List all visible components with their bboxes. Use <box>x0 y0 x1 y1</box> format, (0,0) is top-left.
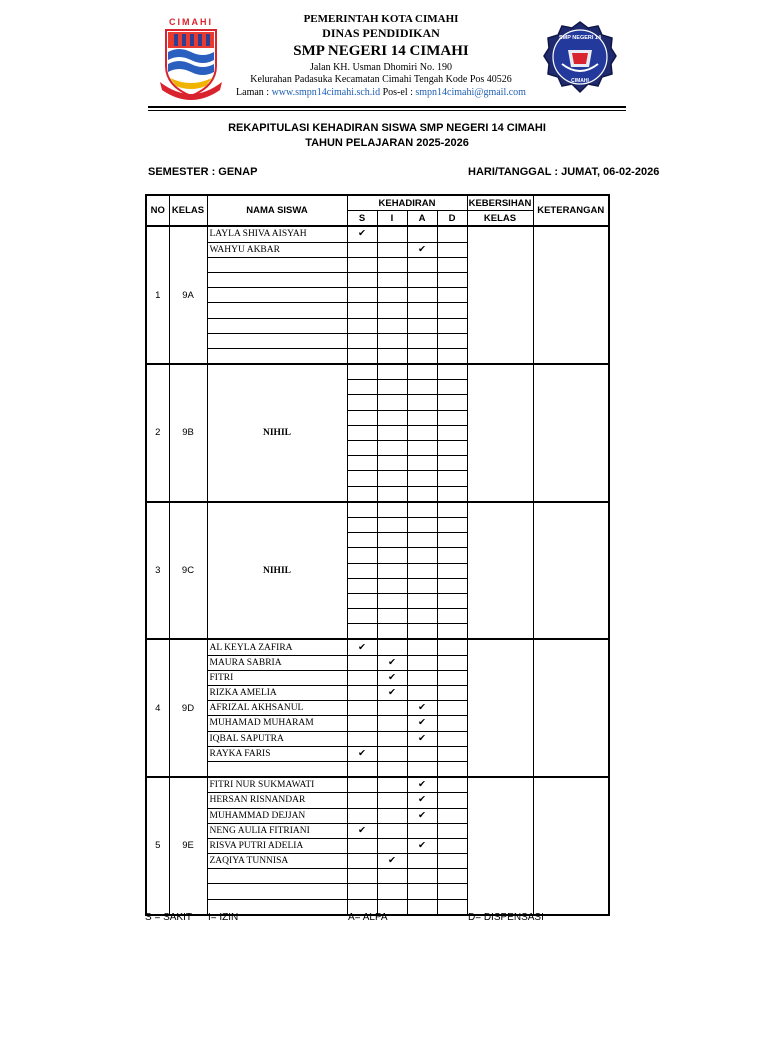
attendance-s-cell <box>347 410 377 425</box>
attendance-s-cell <box>347 486 377 502</box>
attendance-d-cell <box>437 838 467 853</box>
school-contacts <box>228 87 534 100</box>
attendance-s-cell <box>347 884 377 899</box>
header-kelas-2: KELAS <box>467 211 533 227</box>
header-i: I <box>377 211 407 227</box>
attendance-d-cell <box>437 318 467 333</box>
attendance-d-cell <box>437 502 467 518</box>
attendance-d-cell <box>437 471 467 486</box>
school-emblem <box>542 20 618 96</box>
attendance-s-cell <box>347 593 377 608</box>
attendance-s-cell <box>347 869 377 884</box>
class-name: 9E <box>169 777 207 915</box>
student-name <box>207 288 347 303</box>
attendance-a-cell <box>407 884 437 899</box>
student-name: LAYLA SHIVA AISYAH <box>207 226 347 242</box>
attendance-i-cell <box>377 777 407 793</box>
header-keterangan: KETERANGAN <box>533 195 609 226</box>
school-address: Jalan KH. Usman Dhomiri No. 190 <box>310 61 452 73</box>
attendance-i-cell <box>377 869 407 884</box>
attendance-i-cell <box>377 823 407 838</box>
attendance-s-cell <box>347 777 377 793</box>
cleanliness-cell <box>467 502 533 640</box>
attendance-s-cell <box>347 471 377 486</box>
attendance-d-cell <box>437 364 467 380</box>
attendance-d-cell <box>437 746 467 761</box>
student-name: RISVA PUTRI ADELIA <box>207 838 347 853</box>
attendance-d-cell <box>437 578 467 593</box>
student-name: NENG AULIA FITRIANI <box>207 823 347 838</box>
notes-cell <box>533 639 609 777</box>
attendance-a-cell <box>407 854 437 869</box>
attendance-s-cell: ✔ <box>347 746 377 761</box>
attendance-d-cell <box>437 761 467 777</box>
attendance-d-cell <box>437 899 467 915</box>
attendance-a-cell <box>407 593 437 608</box>
attendance-a-cell <box>407 486 437 502</box>
attendance-d-cell <box>437 533 467 548</box>
student-name <box>207 761 347 777</box>
student-name <box>207 348 347 364</box>
attendance-d-cell <box>437 609 467 624</box>
attendance-a-cell <box>407 318 437 333</box>
attendance-d-cell <box>437 410 467 425</box>
attendance-s-cell <box>347 686 377 701</box>
attendance-d-cell <box>437 257 467 272</box>
report-year: TAHUN PELAJARAN 2025-2026 <box>305 137 469 149</box>
student-name <box>207 869 347 884</box>
attendance-a-cell <box>407 380 437 395</box>
attendance-a-cell <box>407 257 437 272</box>
attendance-s-cell <box>347 517 377 532</box>
attendance-s-cell <box>347 609 377 624</box>
emblem-subtext: CIMAHI <box>571 78 589 84</box>
row-number: 4 <box>146 639 169 777</box>
attendance-d-cell <box>437 639 467 655</box>
attendance-a-cell: ✔ <box>407 701 437 716</box>
government-name: PEMERINTAH KOTA CIMAHI <box>303 13 459 25</box>
attendance-d-cell <box>437 333 467 348</box>
attendance-s-cell <box>347 854 377 869</box>
row-number: 2 <box>146 364 169 502</box>
attendance-i-cell <box>377 226 407 242</box>
class-name: 9C <box>169 502 207 640</box>
attendance-s-cell: ✔ <box>347 823 377 838</box>
attendance-i-cell <box>377 348 407 364</box>
attendance-d-cell <box>437 425 467 440</box>
cleanliness-cell <box>467 226 533 364</box>
attendance-d-cell <box>437 242 467 257</box>
student-name <box>207 257 347 272</box>
class-name: 9B <box>169 364 207 502</box>
attendance-d-cell <box>437 716 467 731</box>
student-name: ZAQIYA TUNNISA <box>207 854 347 869</box>
attendance-a-cell <box>407 533 437 548</box>
attendance-i-cell <box>377 578 407 593</box>
attendance-a-cell <box>407 899 437 915</box>
row-number: 1 <box>146 226 169 364</box>
attendance-d-cell <box>437 395 467 410</box>
attendance-i-cell <box>377 395 407 410</box>
legend-sakit: S = SAKIT <box>145 912 192 923</box>
attendance-s-cell <box>347 257 377 272</box>
attendance-s-cell <box>347 318 377 333</box>
attendance-i-cell <box>377 548 407 563</box>
attendance-s-cell <box>347 701 377 716</box>
attendance-d-cell <box>437 517 467 532</box>
department-name: DINAS PENDIDIKAN <box>322 26 440 41</box>
attendance-s-cell <box>347 364 377 380</box>
attendance-s-cell <box>347 563 377 578</box>
attendance-s-cell <box>347 655 377 670</box>
email-label: Pos-el : <box>380 87 416 99</box>
attendance-d-cell <box>437 686 467 701</box>
date-label: HARI/TANGGAL : JUMAT, 06-02-2026 <box>468 166 660 178</box>
attendance-i-cell <box>377 639 407 655</box>
semester-label: SEMESTER : GENAP <box>148 166 258 178</box>
attendance-s-cell: ✔ <box>347 639 377 655</box>
attendance-d-cell <box>437 808 467 823</box>
legend-izin: I= IZIN <box>208 912 239 923</box>
attendance-d-cell <box>437 854 467 869</box>
attendance-s-cell <box>347 441 377 456</box>
cleanliness-cell <box>467 777 533 915</box>
attendance-d-cell <box>437 548 467 563</box>
website-link[interactable]: www.smpn14cimahi.sch.id <box>271 87 381 99</box>
attendance-a-cell <box>407 670 437 685</box>
attendance-i-cell <box>377 761 407 777</box>
attendance-s-cell <box>347 548 377 563</box>
attendance-i-cell <box>377 517 407 532</box>
attendance-a-cell <box>407 288 437 303</box>
header-s: S <box>347 211 377 227</box>
letterhead <box>148 8 626 106</box>
attendance-i-cell <box>377 257 407 272</box>
attendance-d-cell <box>437 380 467 395</box>
student-name: RIZKA AMELIA <box>207 686 347 701</box>
attendance-a-cell <box>407 303 437 318</box>
attendance-d-cell <box>437 486 467 502</box>
attendance-d-cell <box>437 226 467 242</box>
attendance-table <box>145 194 610 916</box>
attendance-a-cell <box>407 348 437 364</box>
attendance-d-cell <box>437 777 467 793</box>
attendance-i-cell <box>377 609 407 624</box>
attendance-i-cell <box>377 731 407 746</box>
attendance-s-cell <box>347 303 377 318</box>
notes-cell <box>533 364 609 502</box>
attendance-s-cell <box>347 838 377 853</box>
attendance-a-cell: ✔ <box>407 777 437 793</box>
attendance-a-cell <box>407 624 437 640</box>
attendance-a-cell <box>407 686 437 701</box>
attendance-i-cell <box>377 318 407 333</box>
attendance-s-cell <box>347 624 377 640</box>
attendance-i-cell <box>377 425 407 440</box>
attendance-i-cell <box>377 838 407 853</box>
attendance-s-cell <box>347 578 377 593</box>
attendance-a-cell <box>407 578 437 593</box>
report-title: REKAPITULASI KEHADIRAN SISWA SMP NEGERI 14 CIMAHI <box>228 122 546 134</box>
student-name: WAHYU AKBAR <box>207 242 347 257</box>
attendance-d-cell <box>437 272 467 287</box>
attendance-i-cell <box>377 410 407 425</box>
attendance-a-cell <box>407 548 437 563</box>
attendance-d-cell <box>437 655 467 670</box>
attendance-a-cell <box>407 425 437 440</box>
attendance-s-cell: ✔ <box>347 226 377 242</box>
student-name: HERSAN RISNANDAR <box>207 793 347 808</box>
school-name: SMP NEGERI 14 CIMAHI <box>293 43 469 60</box>
header-kebersihan: KEBERSIHAN <box>467 195 533 211</box>
attendance-d-cell <box>437 884 467 899</box>
attendance-d-cell <box>437 624 467 640</box>
attendance-a-cell <box>407 517 437 532</box>
attendance-i-cell: ✔ <box>377 854 407 869</box>
cleanliness-cell <box>467 364 533 502</box>
attendance-d-cell <box>437 288 467 303</box>
attendance-s-cell <box>347 425 377 440</box>
header-nama: NAMA SISWA <box>207 195 347 226</box>
attendance-d-cell <box>437 869 467 884</box>
header-d: D <box>437 211 467 227</box>
attendance-d-cell <box>437 303 467 318</box>
student-name: MAURA SABRIA <box>207 655 347 670</box>
attendance-a-cell <box>407 639 437 655</box>
row-number: 5 <box>146 777 169 915</box>
email-link[interactable]: smpn14cimahi@gmail.com <box>415 87 526 99</box>
attendance-d-cell <box>437 731 467 746</box>
attendance-s-cell <box>347 288 377 303</box>
table-row <box>146 226 609 242</box>
attendance-i-cell <box>377 486 407 502</box>
row-number: 3 <box>146 502 169 640</box>
attendance-a-cell: ✔ <box>407 716 437 731</box>
attendance-s-cell <box>347 395 377 410</box>
student-name <box>207 272 347 287</box>
header-kelas: KELAS <box>169 195 207 226</box>
attendance-a-cell <box>407 563 437 578</box>
attendance-i-cell <box>377 746 407 761</box>
attendance-i-cell <box>377 716 407 731</box>
attendance-i-cell <box>377 288 407 303</box>
attendance-a-cell: ✔ <box>407 808 437 823</box>
attendance-i-cell <box>377 441 407 456</box>
attendance-a-cell <box>407 410 437 425</box>
cleanliness-cell <box>467 639 533 777</box>
attendance-a-cell: ✔ <box>407 731 437 746</box>
attendance-s-cell <box>347 456 377 471</box>
attendance-a-cell <box>407 395 437 410</box>
header-a: A <box>407 211 437 227</box>
letterhead-divider-thin <box>148 110 626 111</box>
student-name: FITRI <box>207 670 347 685</box>
attendance-i-cell <box>377 380 407 395</box>
emblem-text: SMP NEGERI 14 <box>558 35 602 41</box>
website-label: Laman : <box>236 87 272 99</box>
attendance-s-cell <box>347 793 377 808</box>
attendance-a-cell <box>407 272 437 287</box>
attendance-a-cell <box>407 456 437 471</box>
notes-cell <box>533 777 609 915</box>
student-name <box>207 884 347 899</box>
attendance-a-cell <box>407 441 437 456</box>
header-no: NO <box>146 195 169 226</box>
student-name: IQBAL SAPUTRA <box>207 731 347 746</box>
attendance-a-cell <box>407 364 437 380</box>
attendance-i-cell <box>377 884 407 899</box>
attendance-i-cell <box>377 456 407 471</box>
attendance-a-cell <box>407 471 437 486</box>
attendance-i-cell <box>377 624 407 640</box>
attendance-s-cell <box>347 380 377 395</box>
nihil-label: NIHIL <box>207 502 347 640</box>
attendance-s-cell <box>347 333 377 348</box>
header-kehadiran: KEHADIRAN <box>347 195 467 211</box>
notes-cell <box>533 226 609 364</box>
cimahi-city-logo <box>156 16 226 102</box>
student-name <box>207 333 347 348</box>
attendance-s-cell <box>347 731 377 746</box>
attendance-i-cell <box>377 533 407 548</box>
student-name: AFRIZAL AKHSANUL <box>207 701 347 716</box>
letterhead-divider-thick <box>148 106 626 108</box>
attendance-s-cell <box>347 533 377 548</box>
attendance-s-cell <box>347 272 377 287</box>
student-name <box>207 318 347 333</box>
attendance-i-cell: ✔ <box>377 670 407 685</box>
attendance-a-cell <box>407 333 437 348</box>
attendance-a-cell <box>407 609 437 624</box>
attendance-d-cell <box>437 441 467 456</box>
attendance-a-cell: ✔ <box>407 793 437 808</box>
class-name: 9A <box>169 226 207 364</box>
nihil-label: NIHIL <box>207 364 347 502</box>
attendance-s-cell <box>347 670 377 685</box>
table-row <box>146 777 609 793</box>
attendance-i-cell <box>377 272 407 287</box>
attendance-s-cell <box>347 502 377 518</box>
attendance-a-cell <box>407 226 437 242</box>
student-name: MUHAMMAD DEJJAN <box>207 808 347 823</box>
attendance-a-cell: ✔ <box>407 242 437 257</box>
attendance-s-cell <box>347 808 377 823</box>
attendance-d-cell <box>437 670 467 685</box>
attendance-a-cell <box>407 746 437 761</box>
attendance-i-cell <box>377 303 407 318</box>
attendance-d-cell <box>437 563 467 578</box>
attendance-i-cell <box>377 701 407 716</box>
attendance-i-cell <box>377 471 407 486</box>
attendance-d-cell <box>437 823 467 838</box>
student-name: RAYKA FARIS <box>207 746 347 761</box>
attendance-a-cell <box>407 869 437 884</box>
student-name: FITRI NUR SUKMAWATI <box>207 777 347 793</box>
attendance-s-cell <box>347 348 377 364</box>
table-row <box>146 639 609 655</box>
attendance-a-cell: ✔ <box>407 838 437 853</box>
student-name: MUHAMAD MUHARAM <box>207 716 347 731</box>
attendance-i-cell <box>377 808 407 823</box>
attendance-a-cell <box>407 823 437 838</box>
attendance-d-cell <box>437 793 467 808</box>
legend-dispensasi: D= DISPENSASI <box>468 912 544 923</box>
attendance-i-cell: ✔ <box>377 655 407 670</box>
attendance-d-cell <box>437 593 467 608</box>
attendance-i-cell <box>377 563 407 578</box>
class-name: 9D <box>169 639 207 777</box>
attendance-a-cell <box>407 502 437 518</box>
table-row <box>146 502 609 518</box>
student-name <box>207 303 347 318</box>
attendance-i-cell <box>377 364 407 380</box>
attendance-d-cell <box>437 348 467 364</box>
legend-alpa: A= ALPA <box>348 912 388 923</box>
attendance-i-cell <box>377 593 407 608</box>
cimahi-logo-text: CIMAHI <box>169 17 213 27</box>
attendance-s-cell <box>347 242 377 257</box>
attendance-d-cell <box>437 456 467 471</box>
attendance-i-cell <box>377 333 407 348</box>
attendance-i-cell <box>377 502 407 518</box>
attendance-i-cell <box>377 242 407 257</box>
attendance-i-cell: ✔ <box>377 686 407 701</box>
table-row <box>146 364 609 380</box>
attendance-i-cell <box>377 793 407 808</box>
attendance-s-cell <box>347 716 377 731</box>
notes-cell <box>533 502 609 640</box>
attendance-a-cell <box>407 761 437 777</box>
attendance-a-cell <box>407 655 437 670</box>
letterhead-text <box>228 12 534 100</box>
student-name: AL KEYLA ZAFIRA <box>207 639 347 655</box>
attendance-d-cell <box>437 701 467 716</box>
school-district: Kelurahan Padasuka Kecamatan Cimahi Tengah Kode Pos 40526 <box>250 74 512 86</box>
attendance-s-cell <box>347 761 377 777</box>
